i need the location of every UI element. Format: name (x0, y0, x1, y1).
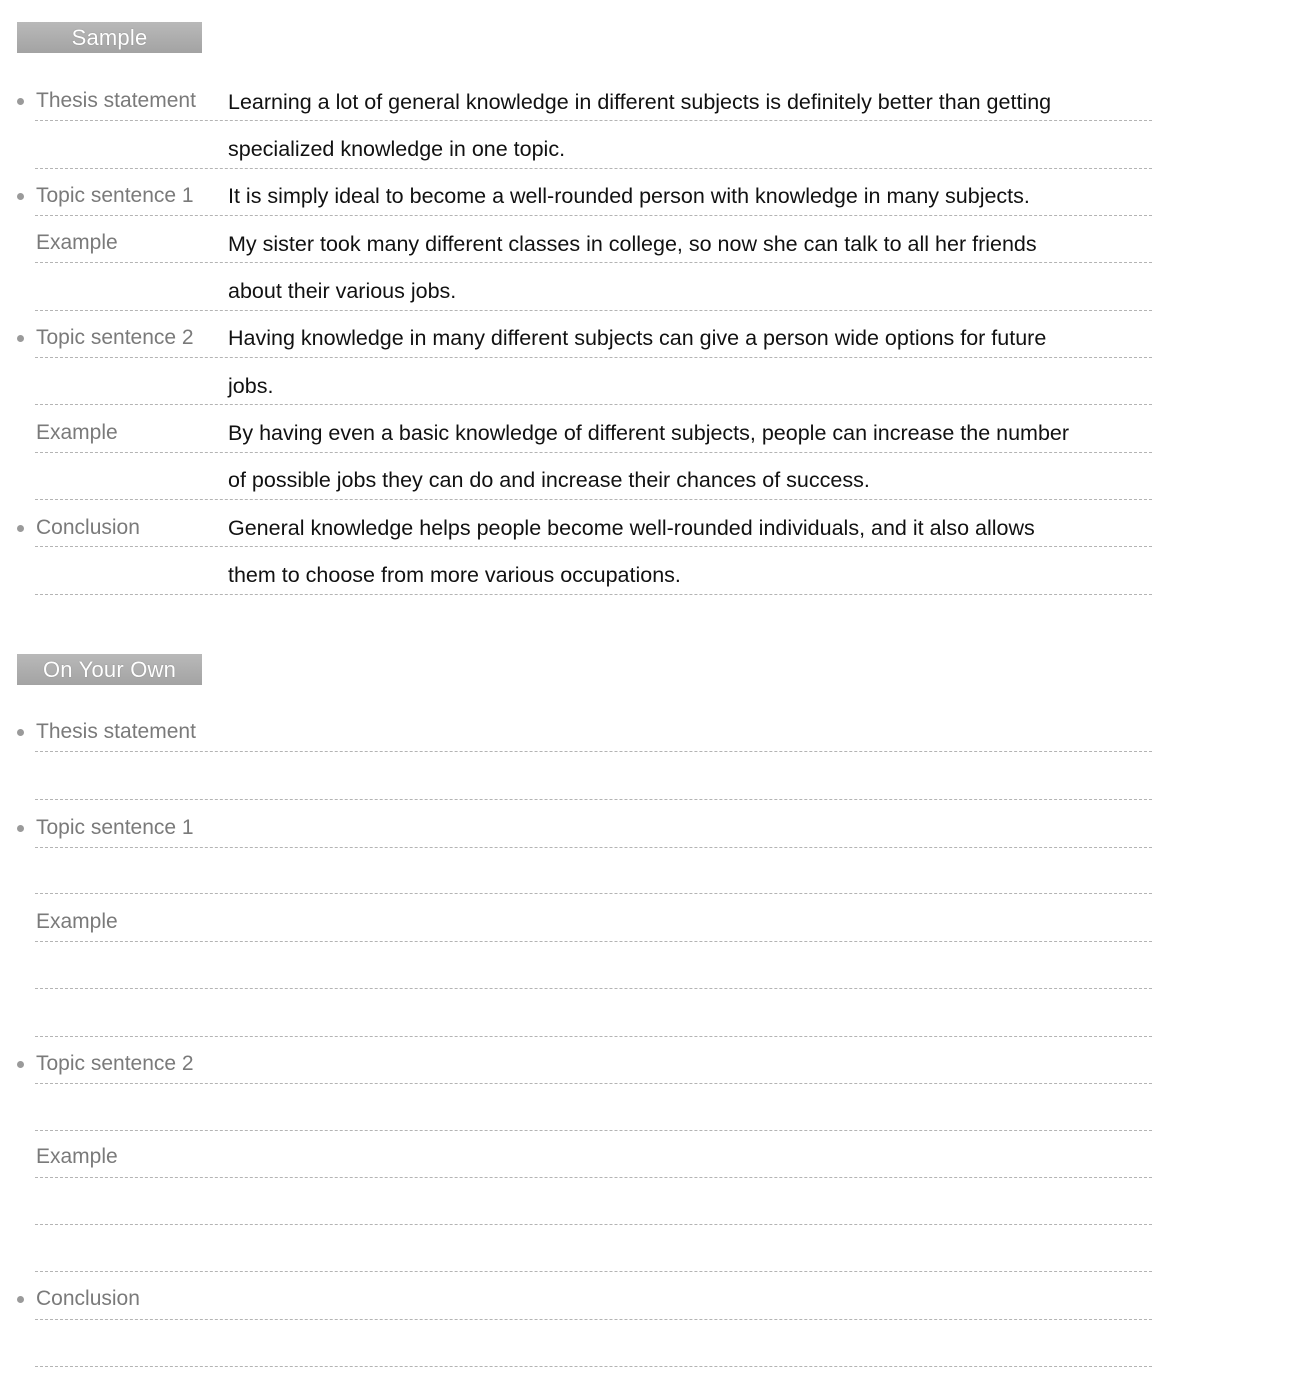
bullet-dot (17, 335, 24, 342)
topic2-text-line-1: Having knowledge in many different subjects can give a person wide options for future (228, 326, 1047, 350)
rule-line (35, 499, 1152, 500)
writing-line[interactable] (35, 1319, 1152, 1320)
conclusion-text-line-1: General knowledge helps people become well-rounded individuals, and it also allows (228, 516, 1035, 540)
bullet-dot (17, 1061, 24, 1068)
example2-label: Example (36, 421, 118, 444)
own-conclusion-label: Conclusion (36, 1287, 140, 1310)
topic1-text-line-1: It is simply ideal to become a well-rounded person with knowledge in many subjects. (228, 184, 1030, 208)
example2-text-line-2: of possible jobs they can do and increase their chances of success. (228, 468, 870, 492)
conclusion-text-line-2: them to choose from more various occupations. (228, 563, 681, 587)
bullet-dot (17, 729, 24, 736)
topic1-label: Topic sentence 1 (36, 184, 194, 207)
writing-line[interactable] (35, 941, 1152, 942)
sample-section-tag: Sample (17, 22, 202, 53)
writing-line[interactable] (35, 751, 1152, 752)
rule-line (35, 404, 1152, 405)
writing-line[interactable] (35, 1177, 1152, 1178)
rule-line (35, 357, 1152, 358)
bullet-dot (17, 525, 24, 532)
bullet-dot (17, 98, 24, 105)
writing-line[interactable] (35, 1083, 1152, 1084)
writing-line[interactable] (35, 1036, 1152, 1037)
thesis-label: Thesis statement (36, 89, 196, 112)
rule-line (35, 546, 1152, 547)
rule-line (35, 262, 1152, 263)
writing-line[interactable] (35, 893, 1152, 894)
topic2-label: Topic sentence 2 (36, 326, 194, 349)
topic2-text-line-2: jobs. (228, 374, 274, 398)
own-thesis-label: Thesis statement (36, 720, 196, 743)
bullet-dot (17, 1296, 24, 1303)
conclusion-label: Conclusion (36, 516, 140, 539)
thesis-text-line-2: specialized knowledge in one topic. (228, 137, 566, 161)
example2-text-line-1: By having even a basic knowledge of different subjects, people can increase the number (228, 421, 1070, 445)
example1-text-line-2: about their various jobs. (228, 279, 457, 303)
own-example1-label: Example (36, 910, 118, 933)
writing-line[interactable] (35, 799, 1152, 800)
own-topic2-label: Topic sentence 2 (36, 1052, 194, 1075)
writing-line[interactable] (35, 1130, 1152, 1131)
example1-text-line-1: My sister took many different classes in college, so now she can talk to all her friends (228, 232, 1037, 256)
example1-label: Example (36, 231, 118, 254)
rule-line (35, 215, 1152, 216)
on-your-own-section-tag: On Your Own (17, 654, 202, 685)
thesis-text-line-1: Learning a lot of general knowledge in different subjects is definitely better than getting (228, 90, 1052, 114)
writing-line[interactable] (35, 847, 1152, 848)
writing-line[interactable] (35, 1271, 1152, 1272)
writing-line[interactable] (35, 1366, 1152, 1367)
rule-line (35, 168, 1152, 169)
writing-line[interactable] (35, 988, 1152, 989)
own-topic1-label: Topic sentence 1 (36, 816, 194, 839)
rule-line (35, 594, 1152, 595)
bullet-dot (17, 193, 24, 200)
bullet-dot (17, 825, 24, 832)
rule-line (35, 120, 1152, 121)
rule-line (35, 310, 1152, 311)
rule-line (35, 452, 1152, 453)
writing-line[interactable] (35, 1224, 1152, 1225)
own-example2-label: Example (36, 1145, 118, 1168)
